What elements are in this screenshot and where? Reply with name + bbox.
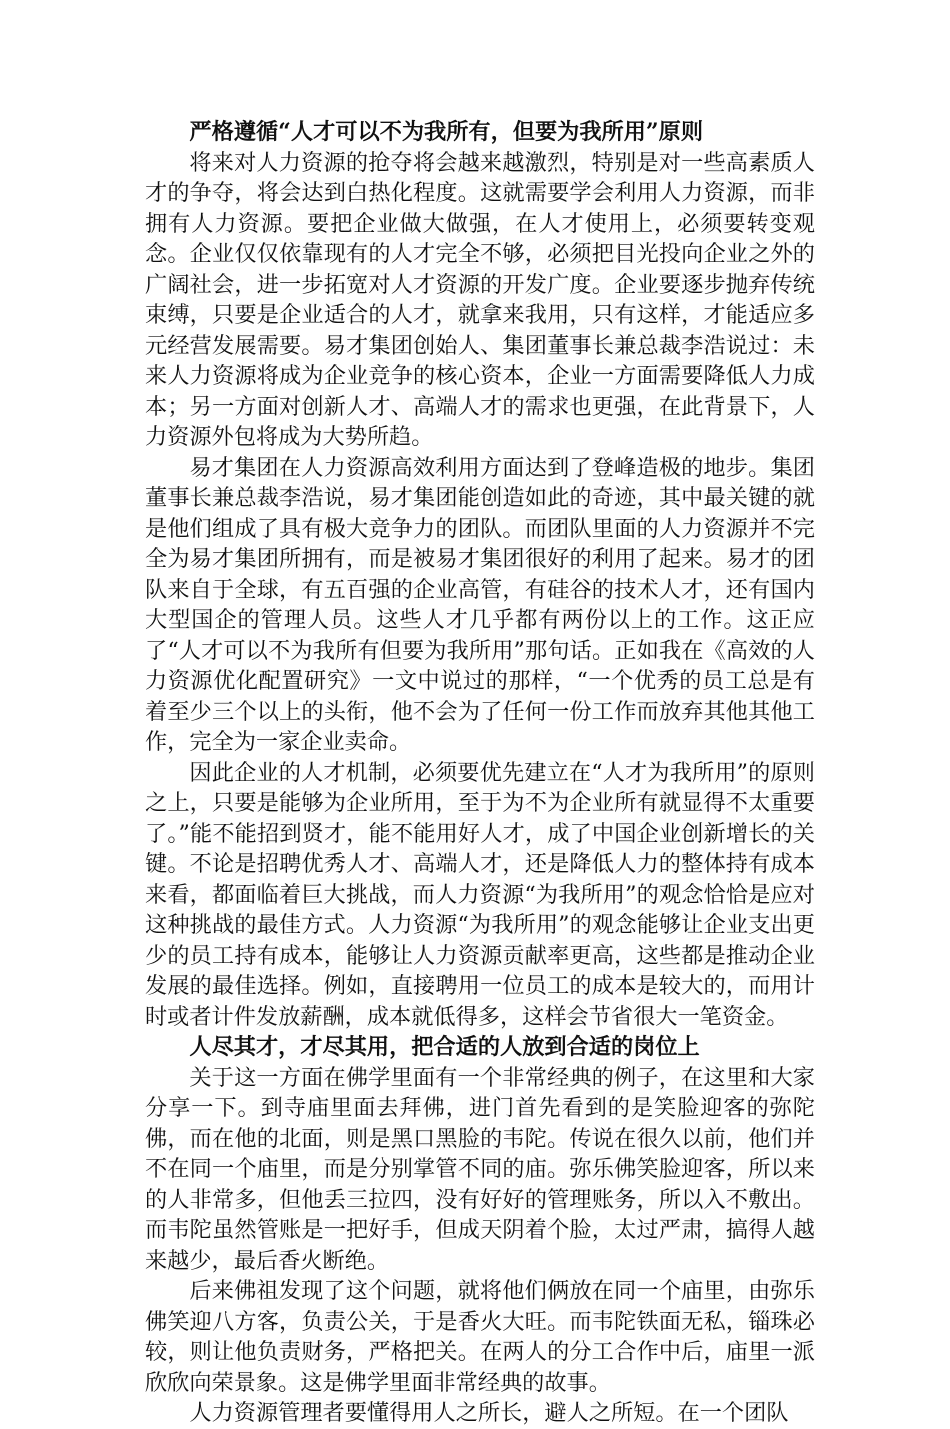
paragraph-2-3: 人力资源管理者要懂得用人之所长，避人之所短。在一个团队 — [189, 1400, 789, 1426]
paragraph-2-2: 后来佛祖发现了这个问题，就将他们俩放在同一个庙里，由弥乐佛笑迎八方客，负责公关，于是香火大旺。而韦陀铁面无私，锱珠必较，则让他负责财务，严格把关。在两人的分工合作中后，庙里一派欣欣向荣景象。这是佛学里面非常经典的故事。 — [145, 1278, 815, 1396]
section-heading-2: 人尽其才，才尽其用，把合适的人放到合适的岗位上 — [189, 1034, 700, 1060]
section-heading-1: 严格遵循“人才可以不为我所有，但要为我所用”原则 — [189, 119, 704, 145]
paragraph-1-2: 易才集团在人力资源高效利用方面达到了登峰造极的地步。集团董事长兼总裁李浩说，易才集团能创造如此的奇迹，其中最关键的就是他们组成了具有极大竞争力的团队。而团队里面的人力资源并不完全为易才集团所拥有，而是被易才集团很好的利用了起来。易才的团队来自于全球，有五百强的企业高管，有硅谷的技术人才，还有国内大型国企的管理人员。这些人才几乎都有两份以上的工作。这正应了“人才可以不为我所有但要为我所用”那句话。正如我在《高效的人力资源优化配置研究》一文中说过的那样，“一个优秀的员工总是有着至少三个以上的头衔，他不会为了任何一份工作而放弃其他其他工作，完全为一家企业卖命。 — [145, 454, 815, 755]
document-page — [145, 117, 815, 1429]
paragraph-1-1: 将来对人力资源的抢夺将会越来越激烈，特别是对一些高素质人才的争夺，将会达到白热化程度。这就需要学会利用人力资源，而非拥有人力资源。要把企业做大做强，在人才使用上，必须要转变观念。企业仅仅依靠现有的人才完全不够，必须把目光投向企业之外的广阔社会，进一步拓宽对人才资源的开发广度。企业要逐步抛弃传统束缚，只要是企业适合的人才，就拿来我用，只有这样，才能适应多元经营发展需要。易才集团创始人、集团董事长兼总裁李浩说过：未来人力资源将成为企业竞争的核心资本，企业一方面需要降低人力成本；另一方面对创新人才、高端人才的需求也更强，在此背景下，人力资源外包将成为大势所趋。 — [145, 149, 815, 450]
paragraph-1-3: 因此企业的人才机制，必须要优先建立在“人才为我所用”的原则之上，只要是能够为企业所用，至于为不为企业所有就显得不太重要了。”能不能招到贤才，能不能用好人才，成了中国企业创新增长的关键。不论是招聘优秀人才、高端人才，还是降低人力的整体持有成本来看，都面临着巨大挑战，而人力资源“为我所用”的观念恰恰是应对这种挑战的最佳方式。人力资源“为我所用”的观念能够让企业支出更少的员工持有成本，能够让人力资源贡献率更高，这些都是推动企业发展的最佳选择。例如，直接聘用一位员工的成本是较大的，而用计时或者计件发放薪酬，成本就低得多，这样会节省很大一笔资金。 — [145, 759, 815, 1030]
paragraph-2-1: 关于这一方面在佛学里面有一个非常经典的例子，在这里和大家分享一下。到寺庙里面去拜佛，进门首先看到的是笑脸迎客的弥陀佛，而在他的北面，则是黑口黑脸的韦陀。传说在很久以前，他们并不在同一个庙里，而是分别掌管不同的庙。弥乐佛笑脸迎客，所以来的人非常多，但他丢三拉四，没有好好的管理账务，所以入不敷出。而韦陀虽然管账是一把好手，但成天阴着个脸，太过严肃，搞得人越来越少，最后香火断绝。 — [145, 1064, 815, 1274]
